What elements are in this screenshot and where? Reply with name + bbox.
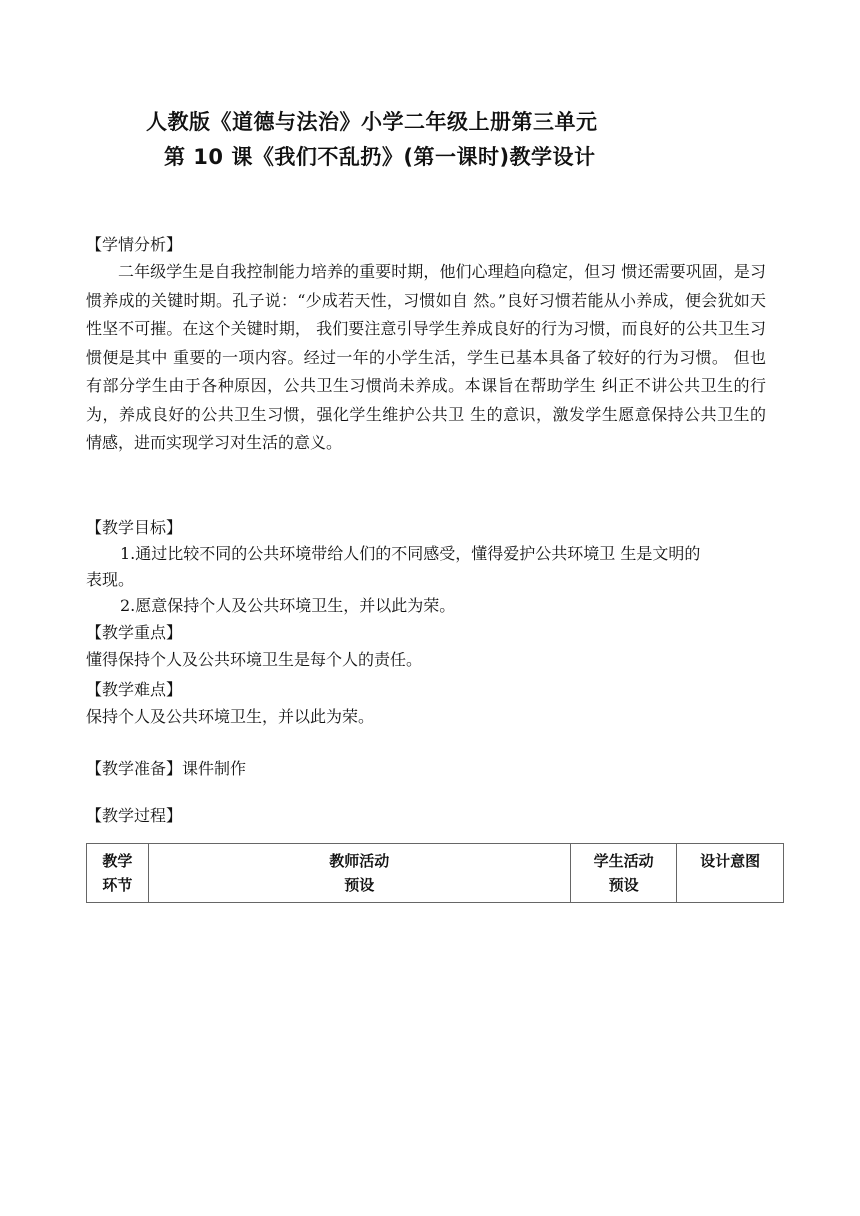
column-header-stage xyxy=(87,844,149,903)
document-title-line-1: 人教版《道德与法治》小学二年级上册第三单元 xyxy=(146,110,598,134)
table-header-row xyxy=(87,844,784,903)
section-heading-key-points: 【教学重点】 xyxy=(86,623,183,642)
objective-item-1-continued: 表现。 xyxy=(86,570,135,589)
section-heading-difficulties: 【教学难点】 xyxy=(86,680,183,699)
column-header-design-intent xyxy=(677,844,784,903)
document-title-line-2: 第 10 课《我们不乱扔》(第一课时)教学设计 xyxy=(164,145,596,169)
column-header-text: 教学 xyxy=(102,852,133,870)
column-header-text: 教师活动 xyxy=(329,852,390,870)
section-heading-objectives: 【教学目标】 xyxy=(86,518,183,537)
teaching-process-table xyxy=(86,843,784,903)
objective-item-2: 2.愿意保持个人及公共环境卫生，并以此为荣。 xyxy=(120,596,456,615)
column-header-text: 设计意图 xyxy=(700,852,761,870)
section-heading-analysis: 【学情分析】 xyxy=(86,235,183,254)
column-header-student-activity xyxy=(570,844,677,903)
section-preparation: 【教学准备】课件制作 xyxy=(86,759,247,778)
column-header-text: 预设 xyxy=(344,876,375,894)
column-header-text: 学生活动 xyxy=(593,852,654,870)
key-points-text: 懂得保持个人及公共环境卫生是每个人的责任。 xyxy=(86,650,423,669)
section-heading-process: 【教学过程】 xyxy=(86,806,183,825)
column-header-text: 预设 xyxy=(608,876,639,894)
column-header-text: 环节 xyxy=(102,876,133,894)
objective-item-1: 1.通过比较不同的公共环境带给人们的不同感受，懂得爱护公共环境卫 生是文明的 xyxy=(120,544,701,563)
column-header-teacher-activity xyxy=(148,844,570,903)
analysis-paragraph: 二年级学生是自我控制能力培养的重要时期，他们心理趋向稳定，但习 惯还需要巩固，是习惯养成的关键时期。孔子说：“少成若天性，习惯如自 然。”良好习惯若能从小养成，便会犹如天性坚不可摧。在这个关键时期， 我们要注意引导学生养成良好的行为习惯，而良好的公共卫生习惯便是其中 重要的一项内容。经过一年的小学生活，学生已基本具备了较好的行为习惯。 但也有部分学生由于各种原因，公共卫生习惯尚未养成。本课旨在帮助学生 纠正不讲公共卫生的行为，养成良好的公共卫生习惯，强化学生维护公共卫 生的意识，激发学生愿意保持公共卫生的 情感，进而实现学习对生活的意义。 xyxy=(86,262,766,452)
difficulties-text: 保持个人及公共环境卫生，并以此为荣。 xyxy=(86,707,375,726)
